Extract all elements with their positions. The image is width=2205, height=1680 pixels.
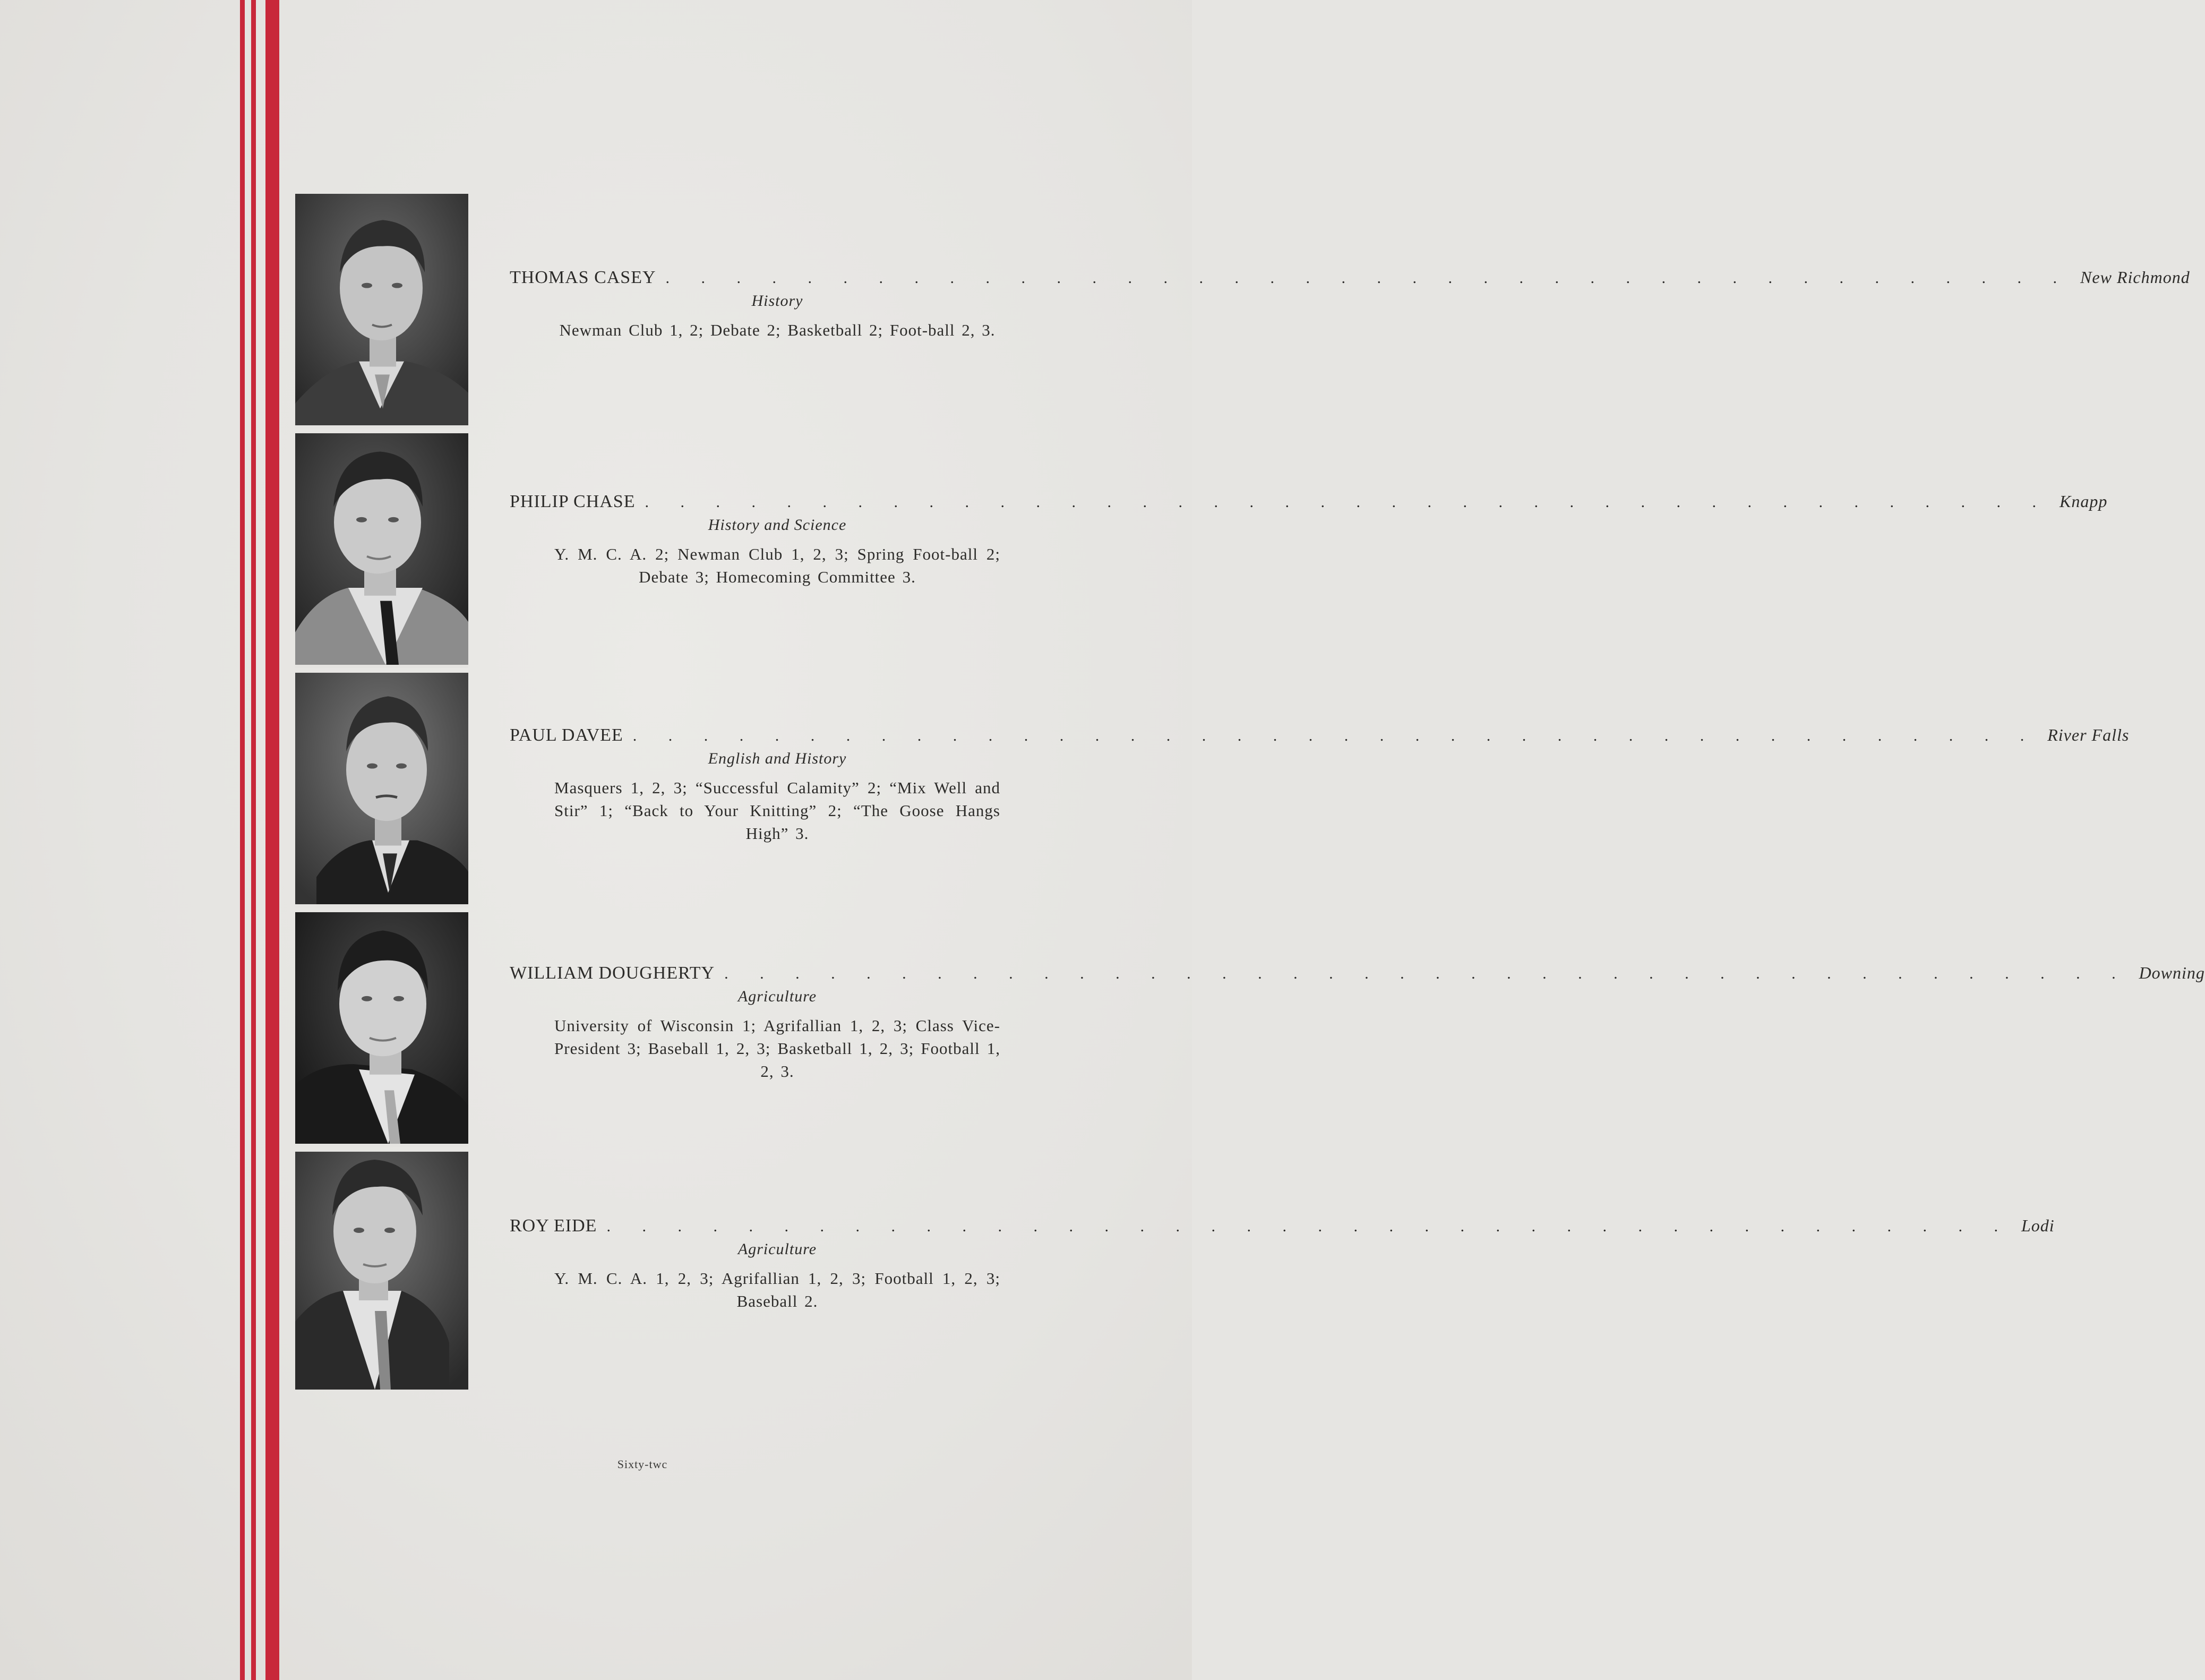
student-entry [510,492,2108,588]
red-border-stripe [240,0,245,1680]
red-border-stripe [251,0,256,1680]
student-entry [510,725,2130,845]
student-major: History [751,292,803,310]
student-major: History and Science [708,516,847,534]
student-hometown: Downing [2139,963,2205,982]
student-entry [510,268,2190,341]
red-border-stripe-wide [265,0,279,1680]
leader-dots: . . . . . . . . . . . . . . . . . . . . . . . . . . . . . . . . . . . . . . . . [645,493,2050,511]
student-hometown: Lodi [2021,1216,2055,1235]
student-name: PAUL DAVEE [510,725,623,745]
student-name: WILLIAM DOUGHERTY [510,963,715,983]
student-major: English and History [708,750,847,767]
student-major: Agriculture [737,1240,817,1258]
page-number: Sixty-twc [617,1458,668,1471]
entry-header [510,1216,2055,1239]
student-activities: Y. M. C. A. 1, 2, 3; Agrifallian 1, 2, 3; Football 1, 2, 3; Baseball 2. [554,1269,1000,1310]
leader-dots: . . . . . . . . . . . . . . . . . . . . . . . . . . . . . . . . . . . . . . . . [665,269,2071,287]
student-name: THOMAS CASEY [510,268,656,287]
portrait-photo [295,1152,468,1390]
entry-header [510,492,2108,515]
portrait-photo [295,194,468,428]
entry-header [510,725,2130,749]
student-hometown: Knapp [2060,492,2108,511]
entry-header [510,268,2190,291]
leader-dots: . . . . . . . . . . . . . . . . . . . . . . . . . . . . . . . . . . . . . . . . [606,1218,2012,1235]
portrait-photo [295,673,468,907]
student-entry [510,963,2205,1083]
student-entry [510,1216,2055,1313]
portrait-photo [295,433,468,668]
entry-header [510,963,2205,987]
student-name: ROY EIDE [510,1216,597,1236]
student-name: PHILIP CHASE [510,492,636,511]
portrait-column [295,194,468,1390]
student-hometown: River Falls [2047,725,2130,744]
leader-dots: . . . . . . . . . . . . . . . . . . . . . . . . . . . . . . . . . . . . . . . . [724,965,2130,982]
student-activities: Masquers 1, 2, 3; “Successful Calamity” 2; “Mix Well and Stir” 1; “Back to Your Knitting” 2; “The Goose Hangs High” 3. [554,778,1000,843]
student-activities: University of Wisconsin 1; Agrifallian 1, 2, 3; Class Vice-President 3; Baseball 1, 2, 3; Basketball 1, 2, 3; Football 1, 2, 3. [554,1016,1000,1081]
student-activities: Newman Club 1, 2; Debate 2; Basketball 2; Foot-ball 2, 3. [559,321,996,339]
student-hometown: New Richmond [2080,268,2190,287]
student-major: Agriculture [737,988,817,1005]
leader-dots: . . . . . . . . . . . . . . . . . . . . . . . . . . . . . . . . . . . . . . . . [632,727,2038,744]
portrait-photo [295,912,468,1147]
student-activities: Y. M. C. A. 2; Newman Club 1, 2, 3; Spring Foot-ball 2; Debate 3; Homecoming Committee 3. [554,545,1000,586]
